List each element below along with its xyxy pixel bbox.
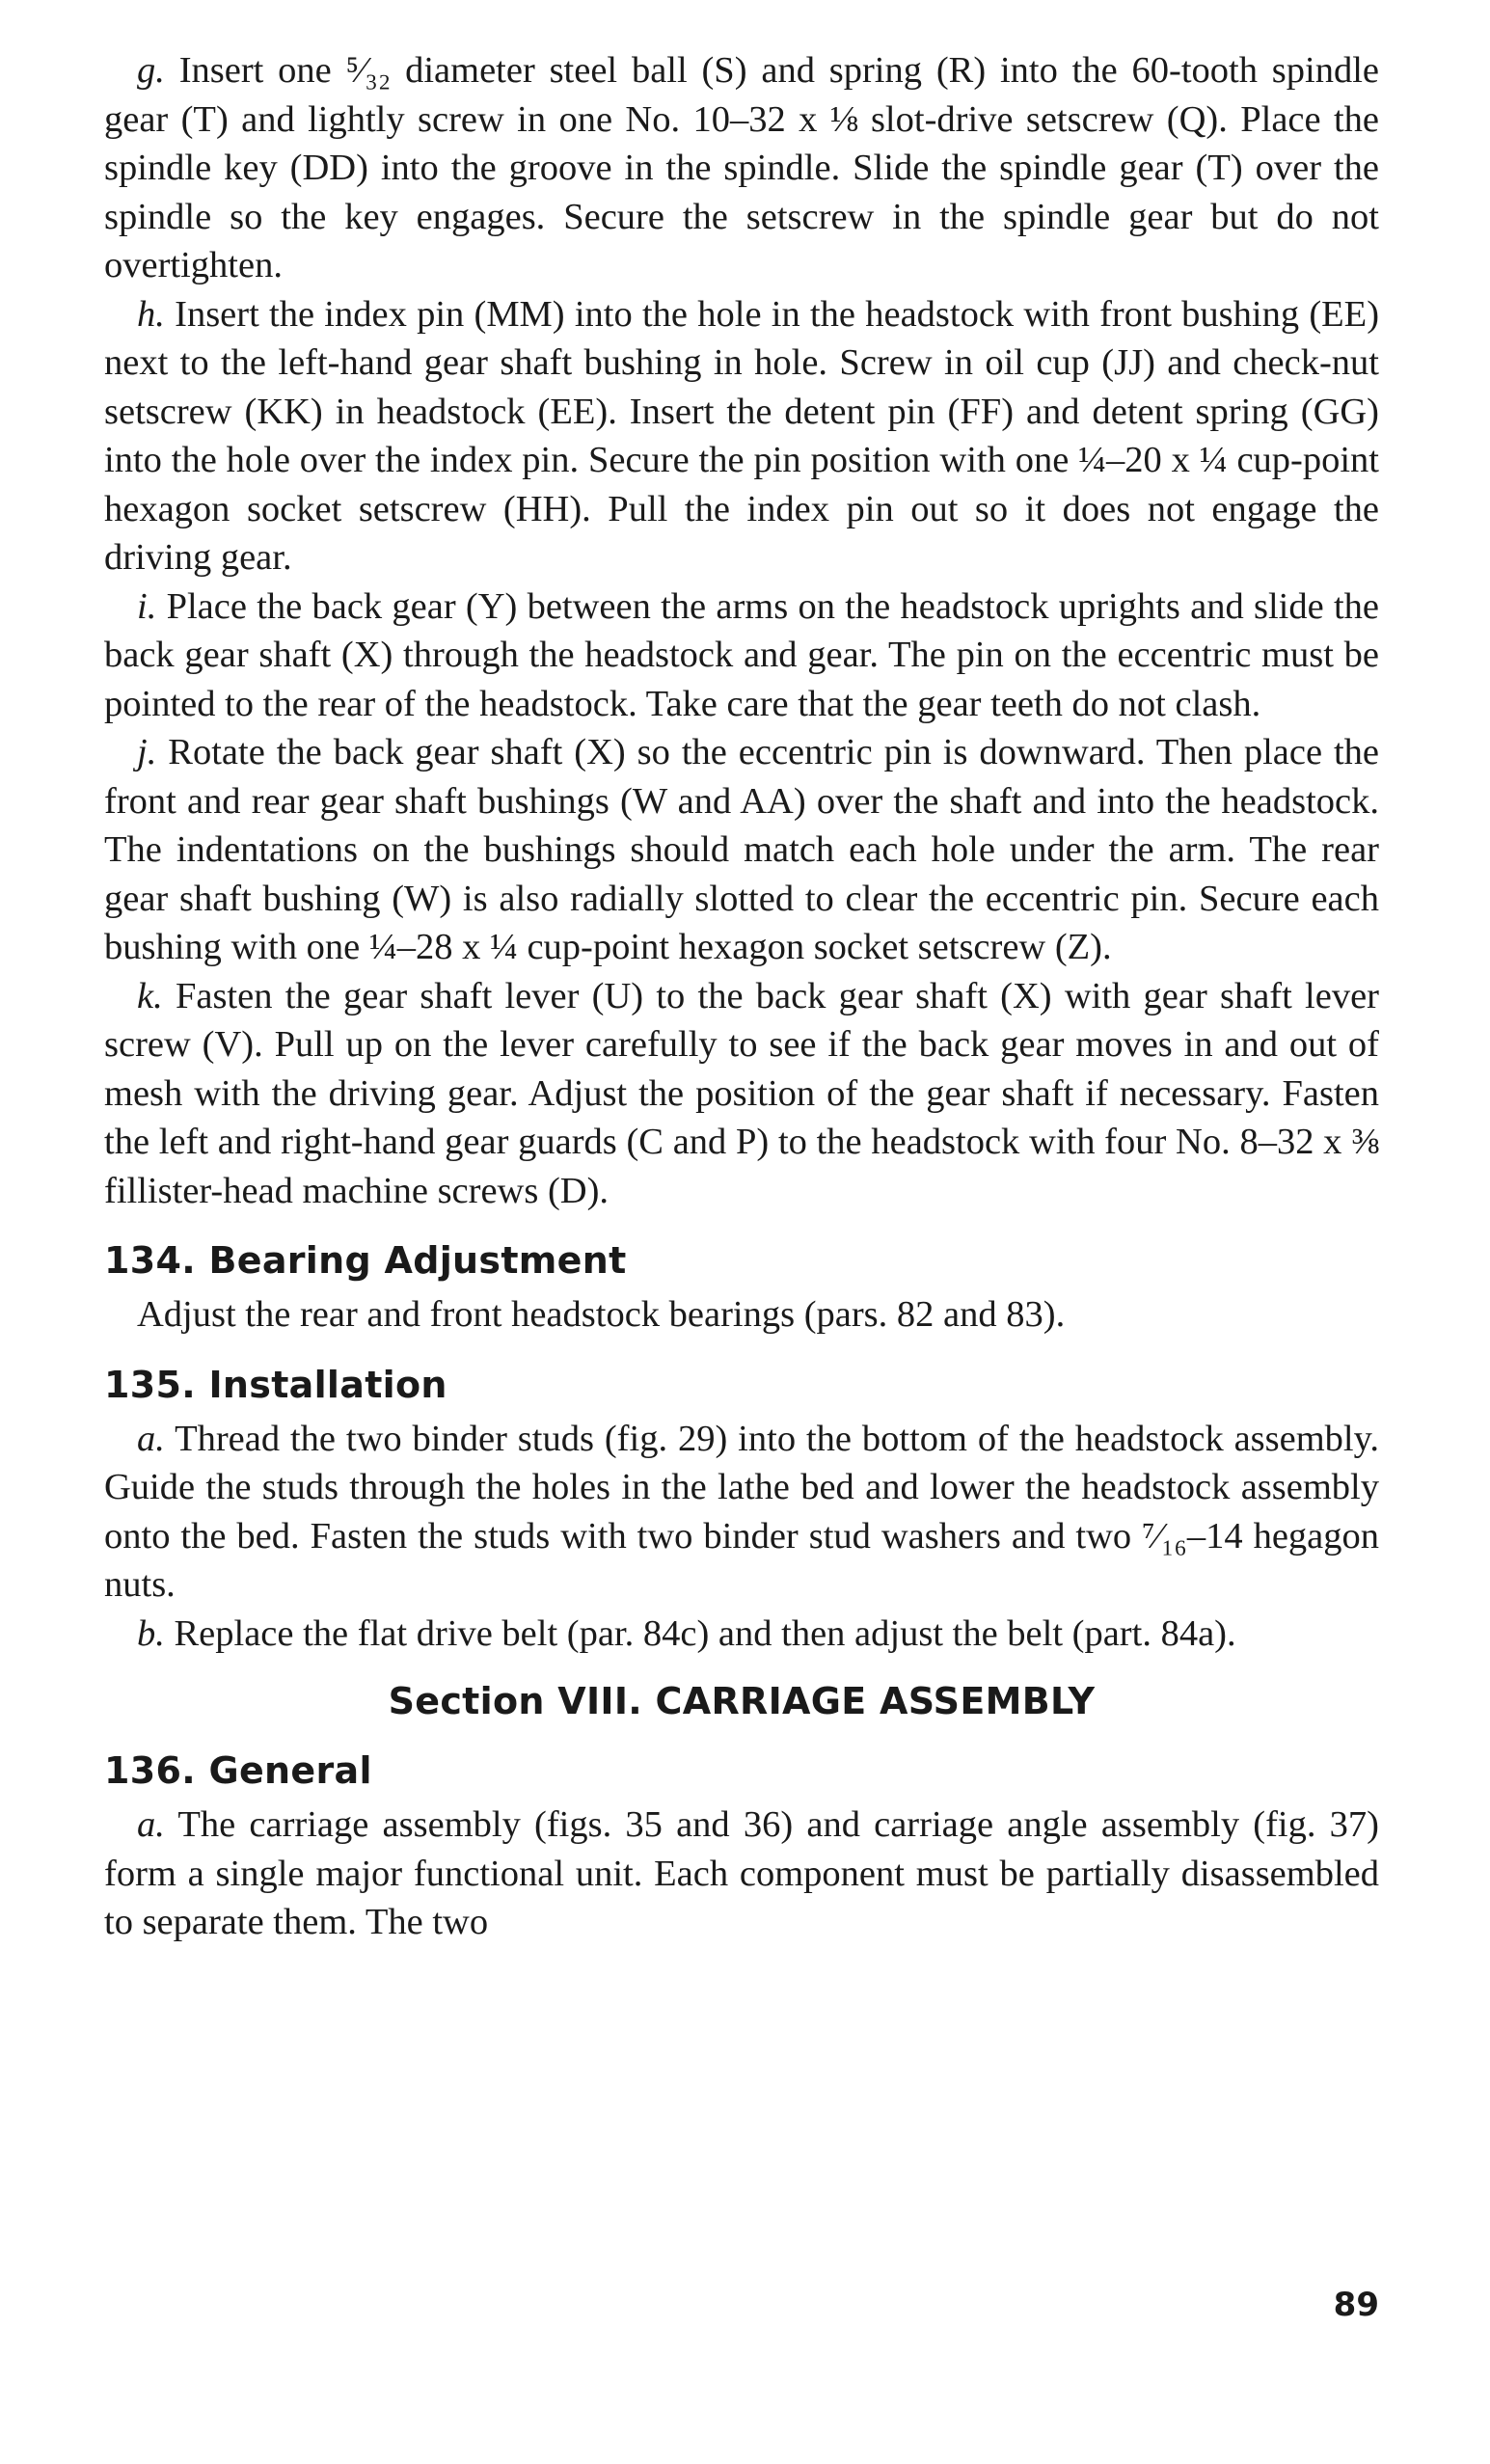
heading-general: 136. General: [104, 1749, 372, 1792]
paragraph-text: Place the back gear (Y) between the arms on the headstock uprights and slide the back gear shaft (X) through the headstock and gear. The pin on the eccentric must be pointed to the rear of the headstock. Take care that the gear teeth do not clash.: [104, 585, 1379, 724]
paragraph-text: Thread the two binder studs (fig. 29) into the bottom of the headstock assembly. Guide the studs through the holes in the lathe bed and lower the headstock assembly onto the bed. Fasten the studs with two binder stud washers and two ⁷⁄₁₆–14 hegagon nuts.: [104, 1418, 1379, 1605]
paragraph-label: a.: [137, 1418, 165, 1459]
paragraph-label: b.: [137, 1612, 165, 1654]
paragraph-label: i.: [137, 585, 157, 627]
paragraph-g: [104, 46, 1379, 290]
paragraph-k: [104, 972, 1379, 1216]
paragraph-general-a: [104, 1801, 1379, 1947]
paragraph-j: [104, 728, 1379, 972]
paragraph-installation-a: [104, 1415, 1379, 1610]
paragraph-text: Replace the flat drive belt (par. 84c) and then adjust the belt (part. 84a).: [174, 1612, 1236, 1654]
paragraph-text: The carriage assembly (figs. 35 and 36) and carriage angle assembly (fig. 37) form a single major functional unit. Each component must be partially disassembled to separate them. The two: [104, 1804, 1380, 1942]
section-title: Section VIII. CARRIAGE ASSEMBLY: [388, 1680, 1096, 1722]
paragraph-label: h.: [137, 293, 165, 335]
paragraph-text: Insert one ⁵⁄₃₂ diameter steel ball (S) and spring (R) into the 60-tooth spindle gear (T) and lightly screw in one No. 10–32 x ⅛ slot-drive setscrew (Q). Place the spindle key (DD) into the groove in the spindle. Slide the spindle gear (T) over the spindle so the key engages. Secure the setscrew in the spindle gear but do not overtighten.: [104, 50, 1379, 285]
paragraph-label: a.: [137, 1804, 165, 1845]
paragraph-label: j.: [137, 732, 157, 772]
paragraph-i: [104, 582, 1379, 729]
heading-bearing-adjustment: 134. Bearing Adjustment: [104, 1239, 627, 1282]
page-number: 89: [1333, 2286, 1379, 2324]
paragraph-text: Insert the index pin (MM) into the hole in the headstock with front bushing (EE) next to the left-hand gear shaft bushing in hole. Screw in oil cup (JJ) and check-nut setscrew (KK) in headstock (EE). Insert the detent pin (FF) and detent spring (GG) into the hole over the index pin. Secure the pin position with one ¼–20 x ¼ cup-point hexagon socket setscrew (HH). Pull the index pin out so it does not engage the driving gear.: [104, 293, 1380, 578]
paragraph-h: [104, 290, 1379, 582]
heading-installation: 135. Installation: [104, 1363, 447, 1406]
paragraph-installation-b: [104, 1610, 1379, 1659]
paragraph-bearing-adjustment: Adjust the rear and front headstock bearings (pars. 82 and 83).: [137, 1294, 1066, 1335]
document-page: [104, 46, 1379, 1947]
paragraph-text: Fasten the gear shaft lever (U) to the back gear shaft (X) with gear shaft lever screw (V). Pull up on the lever carefully to see if the back gear moves in and out of mesh with the driving gear. Adjust the position of the gear shaft if necessary. Fasten the left and right-hand gear guards (C and P) to the headstock with four No. 8–32 x ⅜ fillister-head machine screws (D).: [104, 975, 1379, 1211]
paragraph-label: k.: [137, 975, 163, 1016]
paragraph-text: Rotate the back gear shaft (X) so the eccentric pin is downward. Then place the front and rear gear shaft bushings (W and AA) over the shaft and into the headstock. The indentations on the bushings should match each hole under the arm. The rear gear shaft bushing (W) is also radially slotted to clear the eccentric pin. Secure each bushing with one ¼–28 x ¼ cup-point hexagon socket setscrew (Z).: [104, 732, 1380, 967]
paragraph-label: g.: [137, 50, 165, 91]
